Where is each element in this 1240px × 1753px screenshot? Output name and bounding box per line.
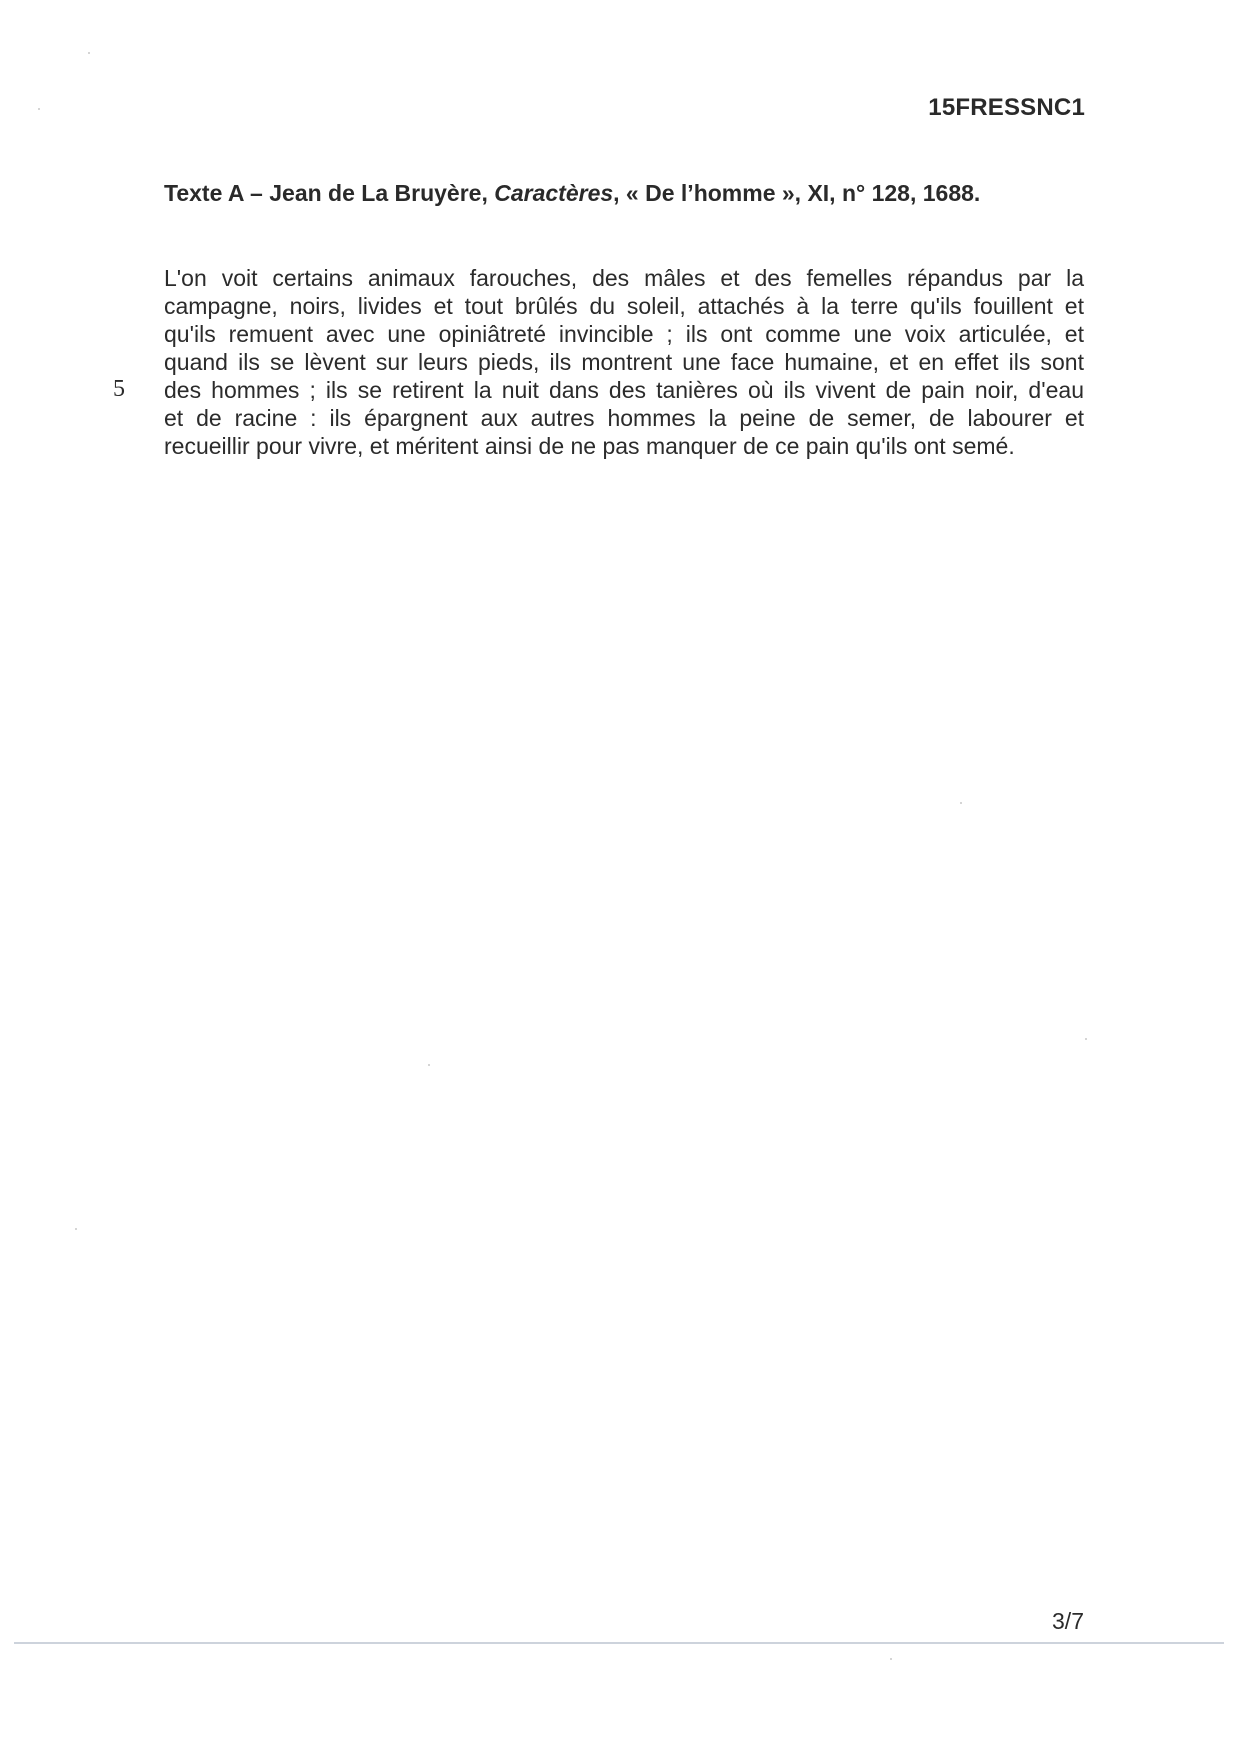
text-heading xyxy=(164,180,980,207)
line-number-marker: 5 xyxy=(113,376,125,402)
scan-speck xyxy=(890,1658,892,1660)
document-code: 15FRESSNC1 xyxy=(928,94,1085,121)
scan-speck xyxy=(1085,1038,1087,1040)
footer-rule xyxy=(14,1642,1224,1644)
heading-prefix: Texte A – Jean de La Bruyère, xyxy=(164,180,495,206)
passage-line: des hommes ; ils se retirent la nuit dans des tanières où ils vivent de pain noir, d'eau xyxy=(164,377,1084,403)
passage-line: qu'ils remuent avec une opiniâtreté invincible ; ils ont comme une voix articulée, et xyxy=(164,321,1084,347)
passage-line: campagne, noirs, livides et tout brûlés du soleil, attachés à la terre qu'ils fouillent et xyxy=(164,293,1084,319)
passage-line: quand ils se lèvent sur leurs pieds, ils montrent une face humaine, et en effet ils sont xyxy=(164,349,1084,375)
passage-line: L'on voit certains animaux farouches, des mâles et des femelles répandus par la xyxy=(164,265,1084,291)
page-number: 3/7 xyxy=(1052,1608,1084,1634)
heading-work-title: Caractères xyxy=(494,180,614,206)
heading-suffix: , « De l’homme », XI, n° 128, 1688. xyxy=(613,180,981,206)
passage-line: recueillir pour vivre, et méritent ainsi de ne pas manquer de ce pain qu'ils ont semé. xyxy=(164,433,1015,459)
scan-speck xyxy=(88,52,90,54)
passage-line: et de racine : ils épargnent aux autres hommes la peine de semer, de labourer et xyxy=(164,405,1084,431)
scan-speck xyxy=(38,108,40,110)
scan-speck xyxy=(960,802,962,804)
scan-speck xyxy=(428,1064,430,1066)
scan-speck xyxy=(75,1228,77,1230)
passage-text xyxy=(164,264,1084,460)
